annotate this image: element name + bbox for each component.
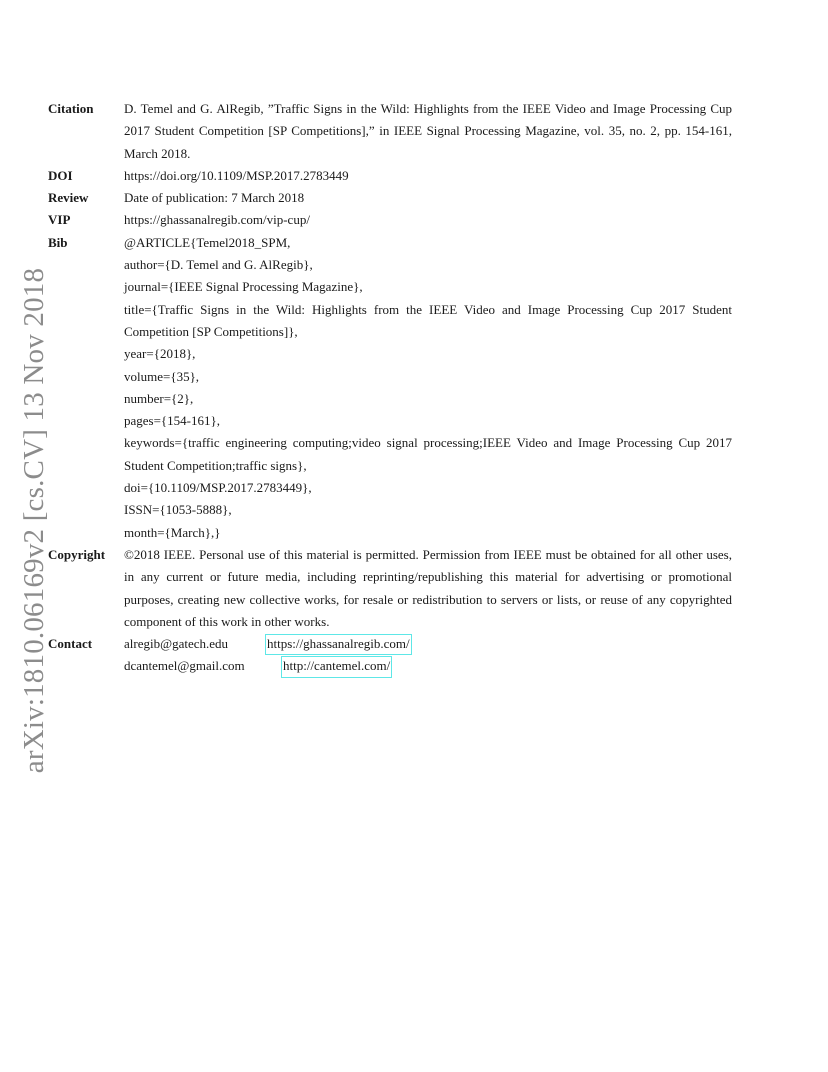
contact-email: dcantemel@gmail.com [124,658,245,674]
doi-label: DOI [48,167,73,183]
review-label: Review [48,190,89,206]
bib-line: ISSN={1053-5888}, [124,502,232,518]
bib-label: Bib [48,234,68,250]
bib-line: number={2}, [124,390,194,406]
contact-label: Contact [48,636,93,652]
bib-line: title={Traffic Signs in the Wild: Highlights from the IEEE Video and Image Processing Cup 2017 Student Competition [SP Competitions]}, [124,301,732,339]
review-text: Date of publication: 7 March 2018 [124,190,305,206]
vip-label: VIP [48,212,71,228]
bib-row [48,232,732,544]
bib-line: keywords={traffic engineering computing;video signal processing;IEEE Video and Image Processing Cup 2017 Student Competition;traffic signs}, [124,435,732,473]
vip-text: https://ghassanalregib.com/vip-cup/ [124,212,310,228]
contact-website-link[interactable]: https://ghassanalregib.com/ [265,634,412,655]
citation-text: D. Temel and G. AlRegib, ”Traffic Signs in the Wild: Highlights from the IEEE Video and Image Processing Cup 2017 Student Competition [SP Competitions],” in IEEE Signal Processing Magazine, vol. 35, no. 2, pp. 154-161, March 2018. [124,101,732,161]
bib-line: author={D. Temel and G. AlRegib}, [124,257,313,273]
contact-email: alregib@gatech.edu [124,636,229,652]
citation-row [48,98,732,165]
doi-text: https://doi.org/10.1109/MSP.2017.2783449 [124,167,349,183]
vip-row [48,209,732,231]
copyright-row [48,544,732,633]
contact-list [124,633,732,678]
doi-row [48,165,732,187]
contact-entry [124,655,732,677]
bib-entry [124,232,732,544]
copyright-text: ©2018 IEEE. Personal use of this material is permitted. Permission from IEEE must be obtained for all other uses, in any current or future media, including reprinting/republishing this material for advertising or promotional purposes, creating new collective works, for resale or redistribution to servers or lists, or reuse of any copyrighted component of this work in other works. [124,546,732,629]
contact-row [48,633,732,678]
bib-line: month={March},} [124,524,221,540]
bib-line: journal={IEEE Signal Processing Magazine}, [124,279,363,295]
arxiv-stamp-text: arXiv:1810.06169v2 [cs.CV] 13 Nov 2018 [18,267,51,773]
citation-label: Citation [48,101,94,116]
bib-line: year={2018}, [124,346,196,362]
metadata-table [48,98,732,678]
bib-line: doi={10.1109/MSP.2017.2783449}, [124,480,312,496]
bib-line: volume={35}, [124,368,200,384]
review-row [48,187,732,209]
contact-entry [124,633,732,655]
bib-line: pages={154-161}, [124,413,220,429]
bib-line: @ARTICLE{Temel2018_SPM, [124,234,291,250]
contact-website-link[interactable]: http://cantemel.com/ [281,656,392,677]
copyright-label: Copyright [48,546,106,562]
